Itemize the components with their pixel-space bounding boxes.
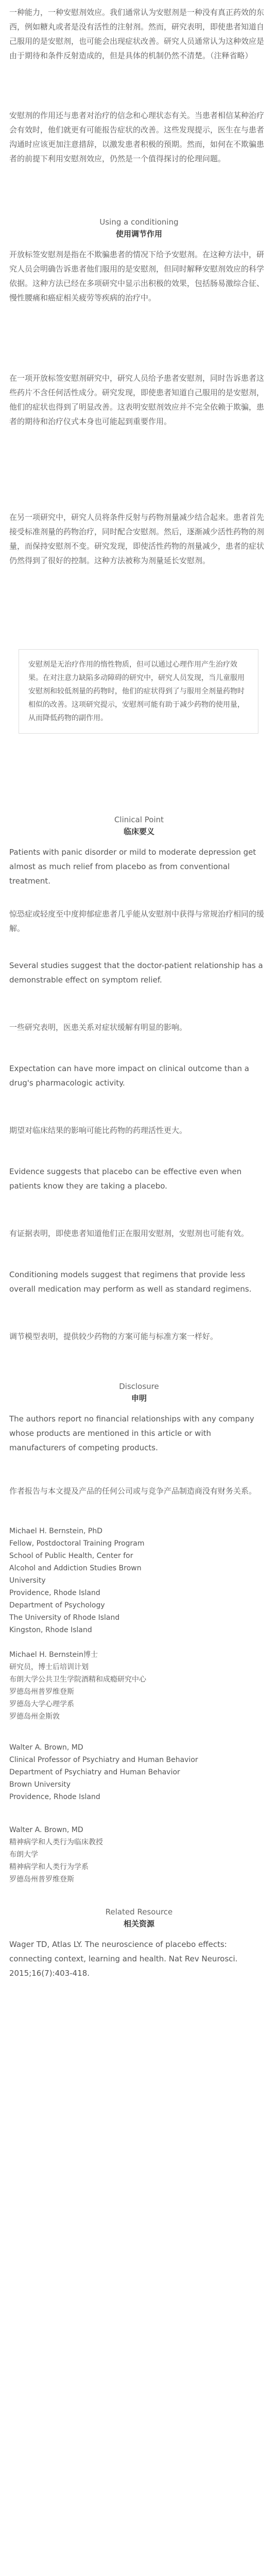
section-title-zh: 临床要义 bbox=[123, 827, 154, 836]
author-line: 布朗大学 bbox=[9, 1851, 38, 1859]
related-resource-citation: Wager TD, Atlas LY. The neuroscience of placebo effects: connecting context, learning and health. Nat Rev Neurosci. 2015;16(7):403-418. bbox=[9, 1940, 238, 1978]
author-line: School of Public Health, Center for bbox=[9, 1552, 133, 1560]
section-title-en: Disclosure bbox=[119, 1382, 159, 1391]
clinical-point-2-en: Several studies suggest that the doctor-patient relationship has a demonstrable effect on symptom relief. bbox=[9, 961, 263, 985]
author-line: 精神病学和人类行为学系 bbox=[9, 1863, 89, 1871]
clinical-point-3-en: Expectation can have more impact on clinical outcome than a drug's pharmacologic activity. bbox=[9, 1064, 249, 1088]
author-line: 研究员，博士后培训计划 bbox=[9, 1663, 89, 1671]
intro-paragraph-1: 一种能力，一种安慰剂效应。我们通常认为安慰剂是一种没有真正药效的东西，例如糖丸或者是没有活性的注射剂。然而，研究表明，即使患者知道自己服用的是安慰剂，也可能会出现症状改善。研究人员通常认为这种效应是由于期待和条件反射造成的，但是具体的机制仍然不清楚。（注释省略） bbox=[9, 8, 265, 60]
author-line: 精神病学和人类行为临床教授 bbox=[9, 1838, 103, 1846]
author-line: Michael H. Bernstein博士 bbox=[9, 1651, 98, 1659]
clinical-point-5-en: Conditioning models suggest that regimens that provide less overall medication may perform as well as standard regimens. bbox=[9, 1270, 252, 1294]
author-line: Fellow, Postdoctoral Training Program bbox=[9, 1539, 145, 1548]
section-title-en: Related Resource bbox=[105, 1907, 173, 1917]
pull-quote: 安慰剂是无治疗作用的惰性物质，但可以通过心理作用产生治疗效果。在对注意力缺陷多动障碍的研究中，研究人员发现，当儿童服用安慰剂和较低剂量的药物时，他们的症状得到了与服用全剂量药物时相似的改善。这项研究提示，安慰剂可能有助于减少药物的使用量，从而降低药物的副作用。 bbox=[19, 649, 258, 734]
author-line: 布朗大学公共卫生学院酒精和成瘾研究中心 bbox=[9, 1675, 146, 1684]
author-line: Providence, Rhode Island bbox=[9, 1589, 100, 1597]
disclosure-paragraph-zh: 作者报告与本文提及产品的任何公司或与竞争产品制造商没有财务关系。 bbox=[9, 1486, 257, 1496]
author-line: Brown University bbox=[9, 1781, 71, 1789]
conditioning-paragraph-3: 在另一项研究中，研究人员将条件反射与药物剂量减少结合起来。患者首先接受标准剂量的药物治疗，同时配合安慰剂。然后，逐渐减少活性药物的剂量，而保持安慰剂不变。研究发现，即使活性药物的剂量减少，患者的症状仍然得到了很好的控制。这种方法被称为剂量延长安慰剂。 bbox=[9, 513, 265, 565]
section-heading-clinical bbox=[0, 814, 278, 838]
author-block-3 bbox=[9, 1741, 269, 1803]
author-block-4 bbox=[9, 1824, 269, 1886]
author-line: Alcohol and Addiction Studies Brown bbox=[9, 1564, 142, 1572]
author-line: 罗德岛大学心理学系 bbox=[9, 1700, 74, 1708]
clinical-point-5-zh: 调节模型表明，提供较少药物的方案可能与标准方案一样好。 bbox=[9, 1332, 218, 1341]
conditioning-paragraph-2: 在一项开放标签安慰剂研究中，研究人员给予患者安慰剂，同时告诉患者这些药片不含任何活性成分。研究发现，即使患者知道自己服用的是安慰剂，他们的症状也得到了明显改善。这表明安慰剂效应并不完全依赖于欺骗，患者的期待和治疗仪式本身也可能起到重要作用。 bbox=[9, 374, 265, 426]
author-line: Kingston, Rhode Island bbox=[9, 1626, 92, 1634]
author-line: The University of Rhode Island bbox=[9, 1614, 120, 1622]
conditioning-paragraph-1: 开放标签安慰剂是指在不欺骗患者的情况下给予安慰剂。在这种方法中，研究人员会明确告诉患者他们服用的是安慰剂，但同时解释安慰剂效应的科学依据。这种方法已经在多项研究中显示出积极的效果，包括肠易激综合征、慢性腰痛和癌症相关疲劳等疾病的治疗中。 bbox=[9, 250, 265, 302]
section-heading-disclosure bbox=[0, 1381, 278, 1404]
author-line: Walter A. Brown, MD bbox=[9, 1743, 83, 1752]
section-title-en: Using a conditioning bbox=[99, 217, 179, 227]
author-block-2 bbox=[9, 1649, 269, 1723]
section-heading-related bbox=[0, 1906, 278, 1930]
section-title-zh: 申明 bbox=[131, 1394, 147, 1403]
section-title-zh: 使用调节作用 bbox=[115, 229, 162, 239]
section-title-en: Clinical Point bbox=[114, 815, 164, 824]
author-line: Department of Psychology bbox=[9, 1601, 105, 1609]
author-line: 罗德岛州普罗维登斯 bbox=[9, 1875, 74, 1884]
intro-paragraph-2: 安慰剂的作用还与患者对治疗的信念和心理状态有关。当患者相信某种治疗会有效时，他们就更有可能报告症状的改善。这些发现提示，医生在与患者沟通时应该更加注意措辞，以激发患者积极的预期。然而，如何在不欺骗患者的前提下利用安慰剂效应，仍然是一个值得探讨的伦理问题。 bbox=[9, 111, 265, 163]
author-line: 罗德岛州金斯敦 bbox=[9, 1713, 60, 1721]
author-block-1 bbox=[9, 1525, 269, 1636]
section-heading-conditioning bbox=[0, 216, 278, 240]
author-line: Michael H. Bernstein, PhD bbox=[9, 1527, 103, 1535]
author-line: Department of Psychiatry and Human Behavior bbox=[9, 1768, 180, 1776]
clinical-point-1-zh: 惊恐症或轻度至中度抑郁症患者几乎能从安慰剂中获得与常规治疗相同的缓解。 bbox=[9, 909, 265, 933]
clinical-point-4-en: Evidence suggests that placebo can be effective even when patients know they are taking a placebo. bbox=[9, 1167, 242, 1191]
author-line: 罗德岛州普罗维登斯 bbox=[9, 1688, 74, 1696]
disclosure-paragraph-en: The authors report no financial relationships with any company whose products are mentioned in this article or with manufacturers of competing products. bbox=[9, 1414, 254, 1452]
author-line: Clinical Professor of Psychiatry and Human Behavior bbox=[9, 1756, 198, 1764]
clinical-point-1-en: Patients with panic disorder or mild to moderate depression get almost as much relief from placebo as from conventional treatment. bbox=[9, 848, 256, 886]
author-line: Providence, Rhode Island bbox=[9, 1793, 100, 1801]
section-title-zh: 相关资源 bbox=[123, 1919, 154, 1928]
clinical-point-4-zh: 有证据表明，即使患者知道他们正在服用安慰剂，安慰剂也可能有效。 bbox=[9, 1229, 249, 1238]
author-line: Walter A. Brown, MD bbox=[9, 1826, 83, 1834]
clinical-point-3-zh: 期望对临床结果的影响可能比药物的药理活性更大。 bbox=[9, 1126, 187, 1135]
author-line: University bbox=[9, 1577, 46, 1585]
clinical-point-2-zh: 一些研究表明，医患关系对症状缓解有明显的影响。 bbox=[9, 1023, 187, 1032]
